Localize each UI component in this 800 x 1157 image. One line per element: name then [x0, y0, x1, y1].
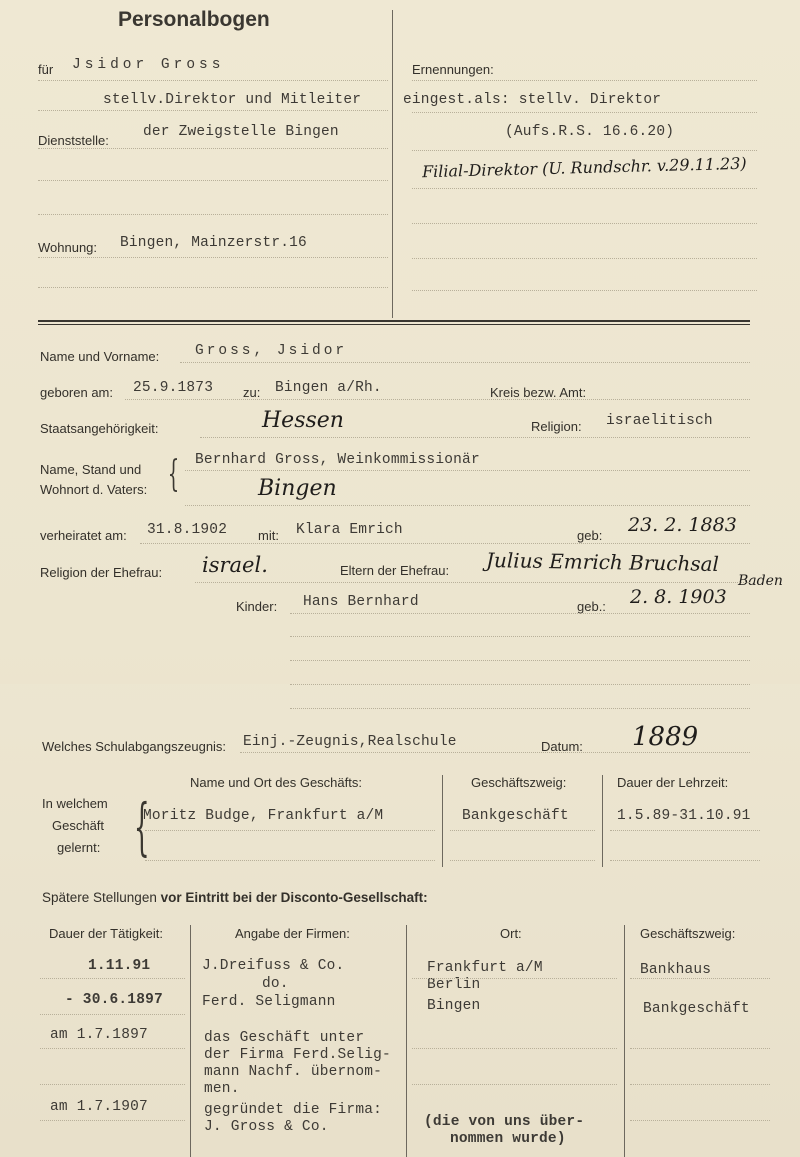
- lehre-label-1: In welchem: [42, 796, 108, 811]
- stellungen-firma-6: mann Nachf. übernom-: [204, 1064, 383, 1080]
- dotline: [185, 470, 750, 471]
- dotline: [412, 80, 757, 81]
- mit-label: mit:: [258, 528, 279, 543]
- stellungen-col-firmen: Angabe der Firmen:: [235, 926, 350, 941]
- verheiratet-value: 31.8.1902: [147, 522, 228, 538]
- stellungen-ort-1: Frankfurt a/M: [427, 960, 543, 976]
- stellungen-divider: [190, 925, 191, 1157]
- dotline: [412, 258, 757, 259]
- dotline: [240, 752, 750, 753]
- religion-value: israelitisch: [606, 413, 713, 429]
- dotline: [610, 830, 760, 831]
- vater-ort-value: Bingen: [258, 476, 337, 501]
- stellungen-divider: [406, 925, 407, 1157]
- stellungen-title: [42, 890, 428, 905]
- dotline: [38, 214, 388, 215]
- dotline: [412, 978, 617, 979]
- ernennung-1: eingest.als: stellv. Direktor: [403, 92, 662, 108]
- stellungen-ort-5: nommen wurde): [450, 1131, 566, 1147]
- dotline: [630, 1084, 770, 1085]
- stellungen-col-dauer: Dauer der Tätigkeit:: [49, 926, 163, 941]
- stellungen-firma-1: J.Dreifuss & Co.: [202, 958, 345, 974]
- paper-fold-area: [0, 684, 800, 1157]
- stellungen-ort-3: Bingen: [427, 998, 481, 1014]
- stellungen-dauer-1: 1.11.91: [88, 958, 151, 974]
- stellungen-firma-9: J. Gross & Co.: [204, 1119, 329, 1135]
- fuer-label: für: [38, 62, 54, 77]
- dotline: [38, 257, 388, 258]
- dotline: [38, 287, 388, 288]
- section-rule: [38, 324, 750, 325]
- stellungen-firma-5: der Firma Ferd.Selig-: [204, 1047, 391, 1063]
- geboren-label: geboren am:: [40, 385, 113, 400]
- staat-label: Staatsangehörigkeit:: [40, 421, 159, 436]
- school-value: Einj.-Zeugnis,Realschule: [243, 734, 457, 750]
- datum-value: 1889: [632, 722, 699, 752]
- lehre-header-name: Name und Ort des Geschäfts:: [190, 775, 362, 790]
- dotline: [40, 1084, 185, 1085]
- geboren-value: 25.9.1873: [133, 380, 214, 396]
- stellungen-dauer-4: am 1.7.1907: [50, 1099, 148, 1115]
- name-value: Gross, Jsidor: [195, 343, 348, 359]
- kinder-geb-label: geb.:: [577, 599, 606, 614]
- lehre-divider: [602, 775, 603, 867]
- kinder-value: Hans Bernhard: [303, 594, 419, 610]
- wohnung-value: Bingen, Mainzerstr.16: [120, 235, 307, 251]
- dotline: [412, 290, 757, 291]
- dotline: [40, 978, 185, 979]
- lehre-name-value: Moritz Budge, Frankfurt a/M: [143, 808, 384, 824]
- zu-label: zu:: [243, 385, 261, 400]
- lehre-label-3: gelernt:: [57, 840, 101, 855]
- form-title: Personalbogen: [118, 8, 270, 31]
- dotline: [38, 180, 388, 181]
- dotline: [290, 660, 750, 661]
- dotline: [412, 150, 757, 151]
- ehefrau-geb-value: 23. 2. 1883: [628, 514, 737, 536]
- geb-label: geb:: [577, 528, 603, 543]
- dotline: [412, 112, 757, 113]
- dotline: [290, 636, 750, 637]
- eltern-value: Julius Emrich Bruchsal: [485, 547, 720, 577]
- kinder-label: Kinder:: [236, 599, 278, 614]
- stellungen-firma-4: das Geschäft unter: [204, 1030, 365, 1046]
- ernennung-3-handwritten: Filial-Direktor (U. Rundschr. v.29.11.23): [421, 153, 747, 182]
- dotline: [40, 1048, 185, 1049]
- wohnung-label: Wohnung:: [38, 240, 98, 255]
- vater-brace: {: [167, 454, 180, 495]
- dotline: [290, 708, 750, 709]
- dotline: [38, 148, 388, 149]
- dotline: [290, 613, 750, 614]
- stellungen-firma-8: gegründet die Firma:: [204, 1102, 383, 1118]
- dotline: [610, 860, 760, 861]
- header-divider: [392, 10, 393, 318]
- verheiratet-label: verheiratet am:: [40, 528, 127, 543]
- lehre-header-zweig: Geschäftszweig:: [471, 775, 567, 790]
- stellungen-dauer-3: am 1.7.1897: [50, 1027, 148, 1043]
- dotline: [145, 830, 435, 831]
- religion-ehefrau-label: Religion der Ehefrau:: [40, 565, 163, 580]
- lehre-brace: {: [133, 790, 150, 863]
- stellungen-firma-2: do.: [262, 976, 289, 992]
- datum-label: Datum:: [541, 739, 583, 754]
- dotline: [185, 505, 750, 506]
- eltern-ort-value: Baden: [738, 573, 783, 589]
- dotline: [412, 188, 757, 189]
- dotline: [145, 860, 435, 861]
- header-name: Jsidor Gross: [72, 57, 225, 73]
- stellungen-zweig-2: Bankgeschäft: [643, 1001, 750, 1017]
- dotline: [450, 860, 595, 861]
- stellungen-firma-3: Ferd. Seligmann: [202, 994, 336, 1010]
- dotline: [140, 543, 750, 544]
- dotline: [412, 1048, 617, 1049]
- geburtsort-value: Bingen a/Rh.: [275, 380, 382, 396]
- dotline: [40, 1120, 185, 1121]
- vater-label-2: Wohnort d. Vaters:: [40, 482, 148, 497]
- dotline: [412, 1084, 617, 1085]
- dotline: [38, 110, 388, 111]
- dotline: [195, 582, 750, 583]
- section-rule: [38, 320, 750, 322]
- lehre-zweig-value: Bankgeschäft: [462, 808, 569, 824]
- stellungen-divider: [624, 925, 625, 1157]
- lehre-dauer-value: 1.5.89-31.10.91: [617, 808, 751, 824]
- stellungen-title-pre: Spätere Stellungen: [42, 890, 161, 905]
- religion-ehefrau-value: israel.: [202, 553, 268, 577]
- dotline: [40, 1014, 185, 1015]
- dotline: [200, 437, 750, 438]
- dotline: [450, 830, 595, 831]
- stellungen-title-bold: vor Eintritt bei der Disconto-Gesellschaft:: [160, 890, 428, 905]
- school-label: Welches Schulabgangszeugnis:: [42, 739, 227, 754]
- lehre-header-dauer: Dauer der Lehrzeit:: [617, 775, 729, 790]
- ernennung-2: (Aufs.R.S. 16.6.20): [505, 124, 675, 140]
- staat-value: Hessen: [262, 408, 344, 433]
- kreis-label: Kreis bezw. Amt:: [490, 385, 587, 400]
- ernennungen-label: Ernennungen:: [412, 62, 494, 77]
- dotline: [125, 399, 750, 400]
- dienststelle-value: der Zweigstelle Bingen: [143, 124, 339, 140]
- dotline: [630, 1120, 770, 1121]
- stellungen-zweig-1: Bankhaus: [640, 962, 712, 978]
- stellungen-firma-7: men.: [204, 1081, 240, 1097]
- dotline: [38, 80, 388, 81]
- stellungen-col-zweig: Geschäftszweig:: [640, 926, 736, 941]
- lehre-label-2: Geschäft: [52, 818, 105, 833]
- dotline: [180, 362, 750, 363]
- lehre-divider: [442, 775, 443, 867]
- religion-label: Religion:: [531, 419, 582, 434]
- stellungen-ort-4: (die von uns über-: [424, 1114, 585, 1130]
- name-label: Name und Vorname:: [40, 349, 160, 364]
- vater-label-1: Name, Stand und: [40, 462, 142, 477]
- dotline: [412, 223, 757, 224]
- kinder-geb-value: 2. 8. 1903: [630, 586, 727, 608]
- vater-value: Bernhard Gross, Weinkommissionär: [195, 452, 480, 468]
- eltern-label: Eltern der Ehefrau:: [340, 563, 450, 578]
- header-position: stellv.Direktor und Mitleiter: [103, 92, 362, 108]
- stellungen-col-ort: Ort:: [500, 926, 522, 941]
- dienststelle-label: Dienststelle:: [38, 133, 109, 148]
- dotline: [630, 1048, 770, 1049]
- stellungen-ort-2: Berlin: [427, 977, 481, 993]
- ehefrau-value: Klara Emrich: [296, 522, 403, 538]
- dotline: [290, 684, 750, 685]
- stellungen-dauer-2: - 30.6.1897: [65, 992, 163, 1008]
- dotline: [630, 978, 770, 979]
